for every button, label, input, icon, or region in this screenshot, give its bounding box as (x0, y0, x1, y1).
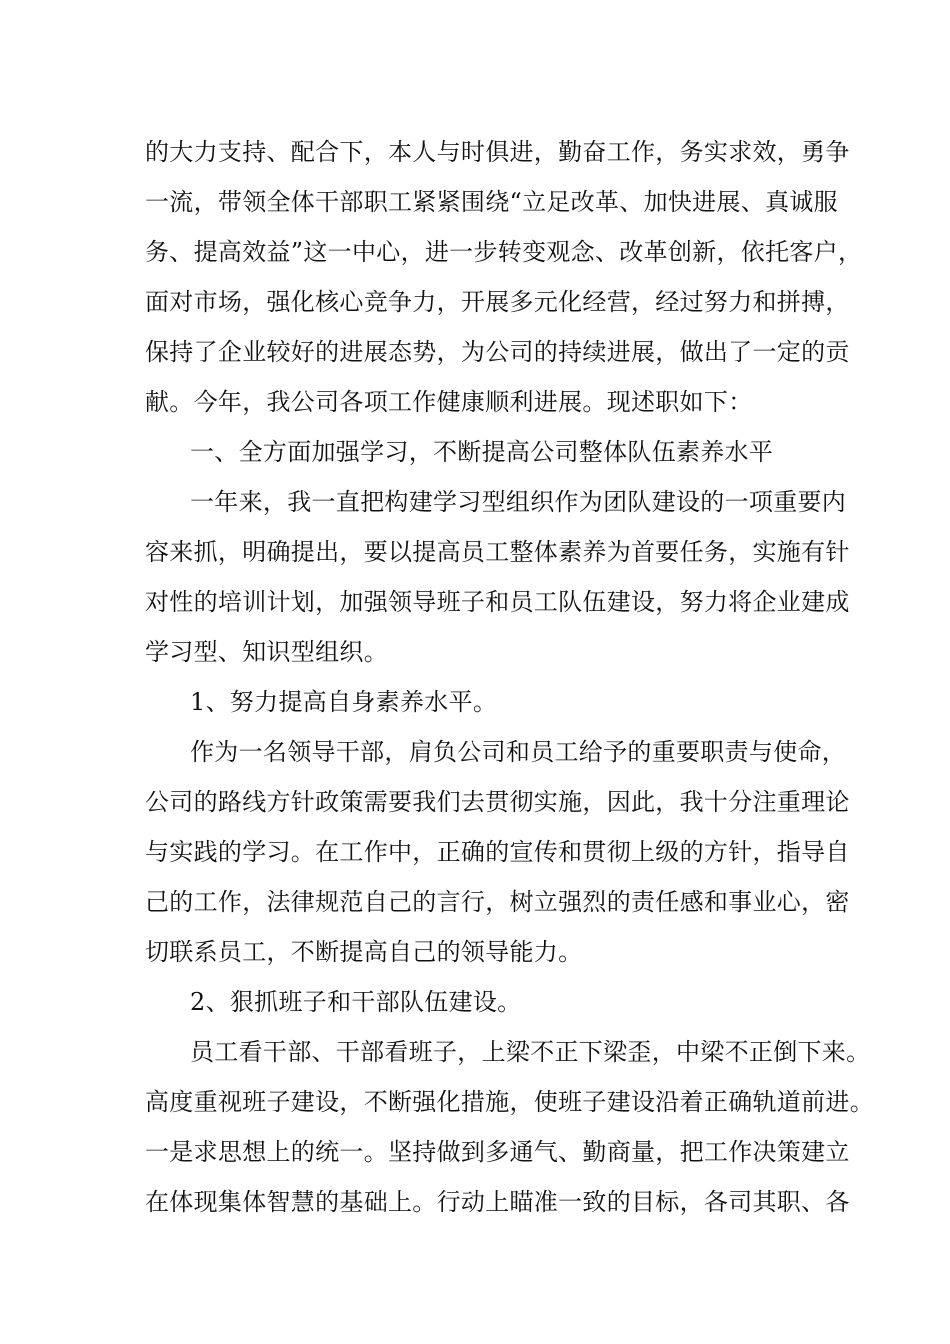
subsection-heading: 2、狠抓班子和干部队伍建设。 (190, 988, 522, 1016)
text-line: 一年来，我一直把构建学习型组织作为团队建设的一项重要内 (190, 488, 847, 516)
text-line: 献。今年，我公司各项工作健康顺利进展。现述职如下： (145, 388, 753, 416)
text-line: 切联系员工，不断提高自己的领导能力。 (145, 938, 583, 966)
text-line: 面对市场，强化核心竞争力，开展多元化经营，经过努力和拼搏， (145, 288, 850, 316)
text-line: 保持了企业较好的进展态势，为公司的持续进展，做出了一定的贡 (145, 338, 850, 366)
text-line: 一是求思想上的统一。坚持做到多通气、勤商量，把工作决策建立 (145, 1138, 850, 1166)
text-line: 学习型、知识型组织。 (145, 638, 388, 666)
text-line: 一流，带领全体干部职工紧紧围绕“立足改革、加快进展、真诚服 (145, 188, 838, 216)
text-line: 容来抓，明确提出，要以提高员工整体素养为首要任务，实施有针 (145, 538, 850, 566)
text-line: 对性的培训计划，加强领导班子和员工队伍建设，努力将企业建成 (145, 588, 850, 616)
text-line: 员工看干部、干部看班子，上梁不正下梁歪，中梁不正倒下来。 (190, 1038, 871, 1066)
text-line: 公司的路线方针政策需要我们去贯彻实施，因此，我十分注重理论 (145, 788, 850, 816)
text-line: 在体现集体智慧的基础上。行动上瞄准一致的目标，各司其职、各 (145, 1188, 850, 1216)
text-line: 的大力支持、配合下，本人与时俱进，勤奋工作，务实求效，勇争 (145, 138, 850, 166)
text-line: 务、提高效益”这一中心，进一步转变观念、改革创新，依托客户， (145, 238, 863, 266)
text-line: 高度重视班子建设，不断强化措施，使班子建设沿着正确轨道前进。 (145, 1088, 874, 1116)
text-line: 己的工作，法律规范自己的言行，树立强烈的责任感和事业心，密 (145, 888, 850, 916)
section-heading: 一、全方面加强学习，不断提高公司整体队伍素养水平 (190, 438, 774, 466)
text-line: 作为一名领导干部，肩负公司和员工给予的重要职责与使命， (190, 738, 847, 766)
text-line: 与实践的学习。在工作中，正确的宣传和贯彻上级的方针，指导自 (145, 838, 850, 866)
subsection-heading: 1、努力提高自身素养水平。 (190, 688, 498, 716)
